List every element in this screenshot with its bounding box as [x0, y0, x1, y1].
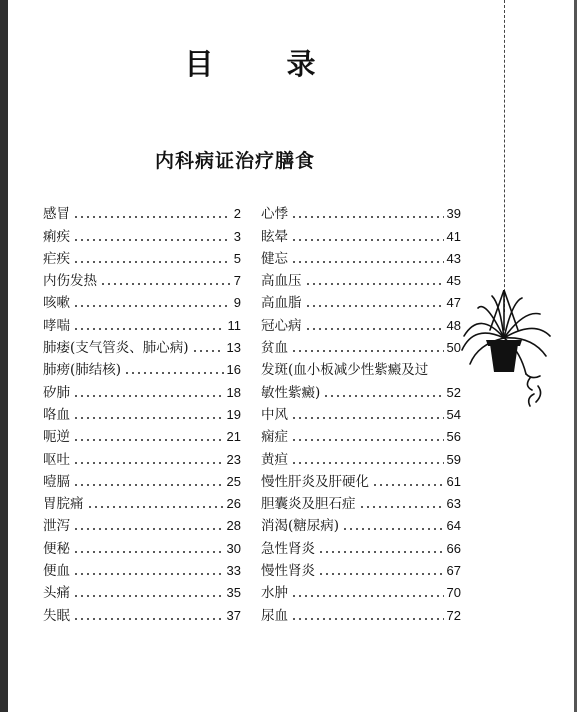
toc-entry-title: 痢疾	[43, 228, 70, 245]
toc-entry-page: 35	[226, 585, 241, 601]
toc-entry-page: 61	[446, 473, 461, 489]
toc-leader-dots	[100, 283, 231, 285]
toc-leader-dots	[291, 216, 444, 218]
toc-entry-title: 呕吐	[43, 451, 70, 468]
toc-entry-title: 高血脂	[261, 295, 302, 312]
toc-entry	[261, 356, 461, 378]
toc-leader-dots	[291, 239, 444, 241]
toc-entry-page: 63	[446, 496, 461, 512]
toc-entry-title: 发斑(血小板减少性紫癜及过	[261, 362, 429, 379]
toc-entry-title: 贫血	[261, 340, 288, 357]
toc-leader-dots	[318, 573, 444, 575]
toc-entry	[43, 267, 241, 289]
toc-leader-dots	[318, 551, 444, 553]
toc-entry	[261, 289, 461, 311]
toc-entry	[261, 245, 461, 267]
toc-leader-dots	[291, 618, 444, 620]
toc-entry	[43, 579, 241, 601]
toc-entry	[43, 601, 241, 623]
toc-entry-title: 尿血	[261, 607, 288, 624]
section-heading: 内科病证治疗膳食	[154, 150, 315, 172]
toc-entry-page: 47	[446, 295, 461, 311]
toc-leader-dots	[291, 595, 444, 597]
toc-entry-page: 18	[226, 384, 241, 400]
toc-entry	[43, 468, 241, 490]
toc-leader-dots	[291, 350, 444, 352]
toc-leader-dots	[73, 417, 224, 419]
toc-entry	[43, 512, 241, 534]
toc-entry-page: 41	[446, 228, 461, 244]
viewer-frame-left	[0, 0, 8, 712]
toc-entry-title: 便秘	[43, 540, 70, 557]
toc-entry	[261, 579, 461, 601]
toc-entry-title: 痫症	[261, 429, 288, 446]
toc-leader-dots	[73, 216, 231, 218]
toc-entry-page: 52	[446, 384, 461, 400]
toc-entry-title: 咳嗽	[43, 295, 70, 312]
toc-entry	[261, 267, 461, 289]
toc-entry-title: 肺痿(支气管炎、肺心病)	[43, 340, 189, 357]
toc-entry-page: 67	[446, 563, 461, 579]
toc-entry	[43, 557, 241, 579]
toc-entry-page: 5	[233, 250, 241, 266]
toc-entry	[261, 378, 461, 400]
document-page	[8, 0, 574, 712]
toc-entry	[43, 401, 241, 423]
toc-leader-dots	[73, 573, 224, 575]
toc-leader-dots	[323, 395, 443, 397]
toc-entry-title: 消渴(糖尿病)	[261, 518, 340, 535]
toc-entry-title: 高血压	[261, 273, 302, 290]
toc-entry	[43, 378, 241, 400]
toc-entry-page: 54	[446, 406, 461, 422]
toc-entry-title: 冠心病	[261, 317, 302, 334]
toc-entry	[261, 401, 461, 423]
toc-entry-title: 哮喘	[43, 317, 70, 334]
toc-entry	[261, 534, 461, 556]
toc-entry-title: 肺痨(肺结核)	[43, 362, 122, 379]
toc-entry-page: 64	[446, 518, 461, 534]
toc-entry-title: 呃逆	[43, 429, 70, 446]
toc-entry	[261, 423, 461, 445]
toc-entry	[261, 557, 461, 579]
toc-leader-dots	[73, 618, 224, 620]
toc-entry-page: 16	[226, 362, 241, 378]
toc-entry	[261, 222, 461, 244]
toc-entry-title: 失眠	[43, 607, 70, 624]
toc-entry	[43, 222, 241, 244]
toc-entry-page: 37	[226, 607, 241, 623]
toc-leader-dots	[73, 484, 224, 486]
toc-entry	[43, 334, 241, 356]
toc-leader-dots	[342, 528, 443, 530]
toc-entry-title: 矽肺	[43, 384, 70, 401]
toc-entry-page: 26	[226, 496, 241, 512]
toc-entry	[43, 245, 241, 267]
toc-leader-dots	[73, 528, 224, 530]
toc-entry	[261, 512, 461, 534]
toc-entry	[261, 311, 461, 333]
toc-entry-title: 噎膈	[43, 473, 70, 490]
toc-entry-title: 眩晕	[261, 228, 288, 245]
toc-entry	[43, 490, 241, 512]
toc-entry-page: 59	[446, 451, 461, 467]
toc-leader-dots	[124, 372, 223, 374]
toc-leader-dots	[305, 328, 444, 330]
toc-leader-dots	[291, 462, 444, 464]
toc-leader-dots	[73, 462, 224, 464]
toc-entry-page: 72	[446, 607, 461, 623]
toc-entry	[43, 534, 241, 556]
toc-entry	[43, 200, 241, 222]
toc-leader-dots	[192, 350, 224, 352]
toc-leader-dots	[73, 328, 225, 330]
toc-leader-dots	[359, 506, 444, 508]
toc-entry	[261, 334, 461, 356]
toc-leader-dots	[291, 417, 444, 419]
toc-entry-page: 19	[226, 406, 241, 422]
toc-leader-dots	[73, 551, 224, 553]
toc-leader-dots	[305, 283, 444, 285]
toc-entry	[43, 289, 241, 311]
toc-column-right	[261, 200, 461, 624]
toc-entry-title: 中风	[261, 406, 288, 423]
toc-leader-dots	[73, 595, 224, 597]
toc-leader-dots	[291, 261, 444, 263]
toc-entry	[261, 490, 461, 512]
toc-entry-title: 慢性肝炎及肝硬化	[261, 473, 369, 490]
toc-entry-page: 48	[446, 317, 461, 333]
toc-entry-title: 胆囊炎及胆石症	[261, 496, 356, 513]
toc-entry	[261, 200, 461, 222]
toc-entry-page: 3	[233, 228, 241, 244]
toc-leader-dots	[73, 261, 231, 263]
toc-entry-page: 11	[227, 317, 241, 333]
toc-entry-page: 56	[446, 429, 461, 445]
toc-entry-title: 心悸	[261, 206, 288, 223]
toc-entry	[43, 356, 241, 378]
toc-entry-page: 21	[226, 429, 241, 445]
toc-entry-page: 33	[226, 563, 241, 579]
toc-entry-page: 70	[446, 585, 461, 601]
page-title: 目 录	[184, 47, 338, 81]
toc-column-left	[43, 200, 241, 624]
toc-leader-dots	[87, 506, 224, 508]
toc-entry-title: 黄疸	[261, 451, 288, 468]
toc-entry-title: 慢性肾炎	[261, 563, 315, 580]
toc-entry-page: 30	[226, 540, 241, 556]
toc-entry-title: 水肿	[261, 585, 288, 602]
toc-entry-title: 咯血	[43, 406, 70, 423]
toc-entry	[43, 311, 241, 333]
toc-entry-page: 39	[446, 206, 461, 222]
toc-leader-dots	[73, 305, 231, 307]
toc-entry-page: 50	[446, 340, 461, 356]
toc-entry	[43, 445, 241, 467]
toc-entry-page: 25	[226, 473, 241, 489]
toc-entry-title: 泄泻	[43, 518, 70, 535]
toc-entry-page: 13	[226, 340, 241, 356]
toc-entry-title: 敏性紫癜)	[261, 384, 321, 401]
toc-entry	[261, 601, 461, 623]
toc-entry-title: 内伤发热	[43, 273, 97, 290]
toc-entry-page: 2	[233, 206, 241, 222]
hanging-plant-icon	[460, 290, 560, 410]
toc-entry-title: 感冒	[43, 206, 70, 223]
toc-leader-dots	[73, 439, 224, 441]
toc-entry	[261, 445, 461, 467]
hanging-line	[504, 0, 505, 312]
toc-entry-title: 疟疾	[43, 250, 70, 267]
toc-entry-page: 9	[233, 295, 241, 311]
toc-entry-page: 43	[446, 250, 461, 266]
toc-leader-dots	[73, 395, 224, 397]
toc-entry-title: 便血	[43, 563, 70, 580]
toc-leader-dots	[73, 239, 231, 241]
toc-entry	[261, 468, 461, 490]
toc-entry	[43, 423, 241, 445]
toc-leader-dots	[291, 439, 444, 441]
toc-entry-title: 胃脘痛	[43, 496, 84, 513]
toc-entry-page: 66	[446, 540, 461, 556]
toc-leader-dots	[305, 305, 444, 307]
toc-entry-page: 23	[226, 451, 241, 467]
toc-entry-page: 28	[226, 518, 241, 534]
toc-entry-page: 45	[446, 273, 461, 289]
toc-entry-page: 7	[233, 273, 241, 289]
toc-entry-title: 头痛	[43, 585, 70, 602]
toc-entry-title: 急性肾炎	[261, 540, 315, 557]
toc-entry-title: 健忘	[261, 250, 288, 267]
toc-leader-dots	[372, 484, 444, 486]
